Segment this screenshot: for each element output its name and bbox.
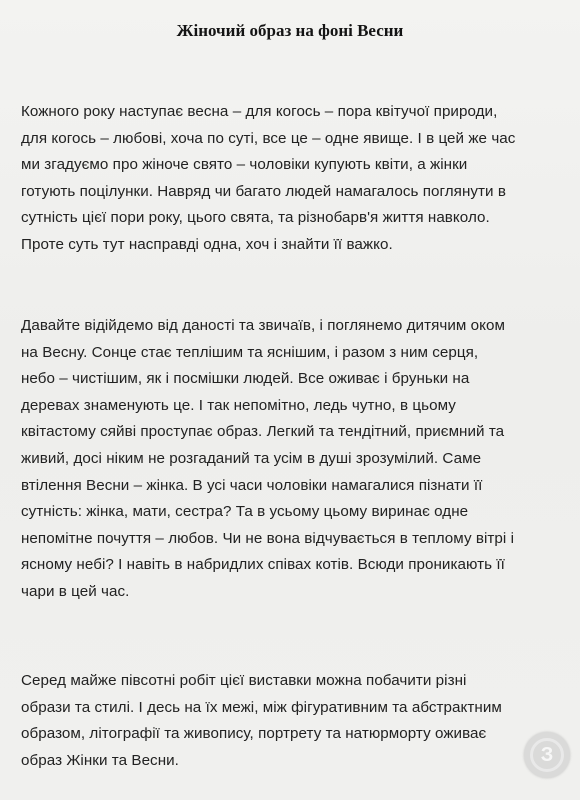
paragraph-2 bbox=[21, 313, 569, 606]
text-line: Кожного року наступає весна – для когось – пора квітучої природи, bbox=[21, 103, 498, 120]
text-line: образи та стилі. І десь на їх межі, між фігуративним та абстрактним bbox=[21, 698, 502, 716]
text-line: образ Жінки та Весни. bbox=[21, 751, 179, 769]
text-line: квітастому сяйві проступає образ. Легкий та тендітний, приємний та bbox=[21, 423, 505, 441]
text-line: Серед майже півсотні робіт цієї виставки можна побачити різні bbox=[21, 672, 467, 689]
text-line: непомітне почуття – любов. Чи не вона відчувається в теплому вітрі і bbox=[21, 529, 515, 547]
document-title: Жіночий образ на фоні Весни bbox=[176, 21, 404, 40]
text-line: Давайте відійдемо від даності та звичаїв, і поглянемо дитячим оком bbox=[21, 317, 505, 334]
text-line: деревах знаменують це. І так непомітно, ледь чутно, в цьому bbox=[21, 396, 456, 414]
paragraph-1 bbox=[21, 99, 569, 259]
watermark-logo-icon bbox=[524, 732, 570, 778]
text-line: образом, літографії та живопису, портрету та натюрморту оживає bbox=[21, 725, 487, 743]
text-line: сутність: жінка, мати, сестра? Та в усьому цьому виринає одне bbox=[21, 503, 469, 521]
text-line: Проте суть тут насправді одна, хоч і знайти її важко. bbox=[21, 235, 393, 253]
text-line: чари в цей час. bbox=[21, 582, 130, 600]
text-line: готують поцілунки. Навряд чи багато людей намагалось поглянути в bbox=[21, 182, 506, 200]
watermark-glyph: З bbox=[530, 738, 564, 772]
text-line: для когось – любові, хоча по суті, все це – одне явище. І в цей же час bbox=[21, 129, 516, 147]
text-line: на Весну. Сонце стає теплішим та яснішим, і разом з ним серця, bbox=[21, 343, 479, 361]
text-line: живий, досі ніким не розгаданий та усім в душі зрозумілий. Саме bbox=[21, 449, 482, 467]
text-line: небо – чистішим, як і посмішки людей. Все оживає і бруньки на bbox=[21, 370, 470, 388]
paragraph-3 bbox=[21, 668, 569, 774]
text-line: втілення Весни – жінка. В усі часи чоловіки намагалися пізнати її bbox=[21, 476, 483, 494]
text-line: ми згадуємо про жіноче свято – чоловіки купують квіти, а жінки bbox=[21, 156, 468, 174]
text-line: сутність цієї пори року, цього свята, та різнобарв'я життя навколо. bbox=[21, 209, 490, 227]
text-line: ясному небі? І навіть в набридлих співах котів. Всюди проникають її bbox=[21, 556, 505, 574]
